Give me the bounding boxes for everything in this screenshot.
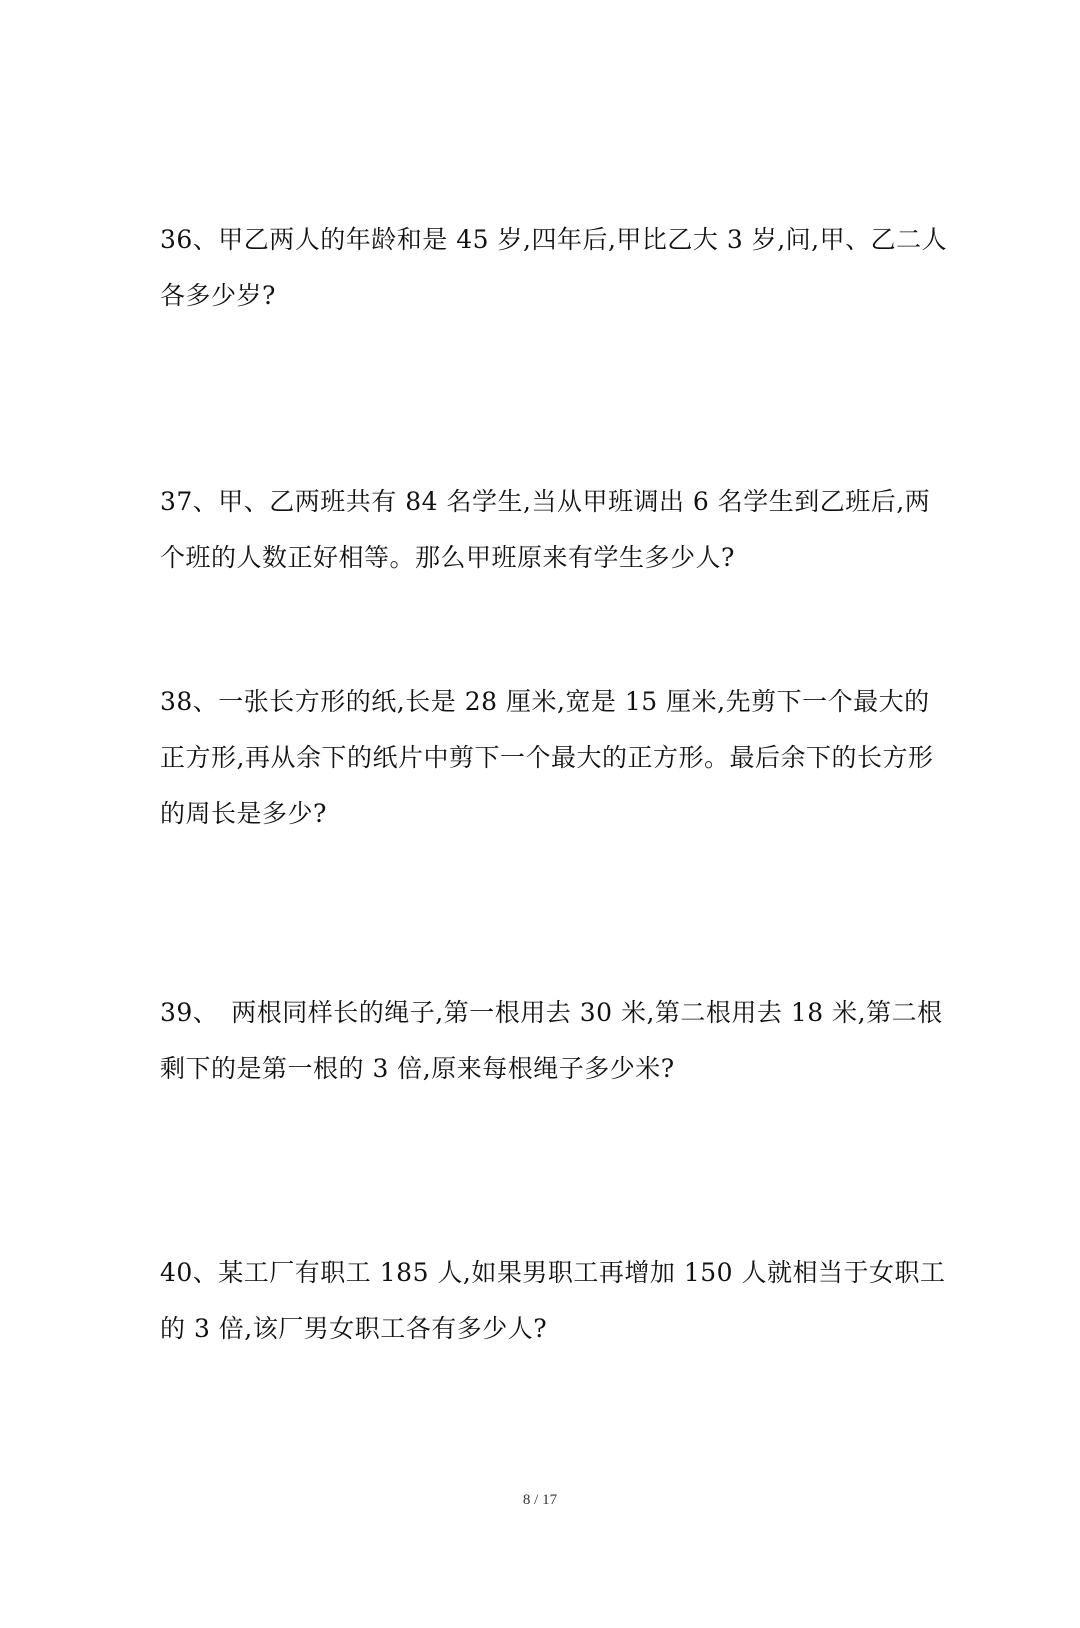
- problem-40: 40、某工厂有职工 185 人,如果男职工再增加 150 人就相当于女职工的 3 倍,该厂男女职工各有多少人?: [160, 1258, 946, 1343]
- problem-38: 38、一张长方形的纸,长是 28 厘米,宽是 15 厘米,先剪下一个最大的正方形,再从余下的纸片中剪下一个最大的正方形。最后余下的长方形的周长是多少?: [160, 687, 934, 828]
- problem-36: 36、甲乙两人的年龄和是 45 岁,四年后,甲比乙大 3 岁,问,甲、乙二人各多少岁?: [160, 225, 948, 310]
- problem-37: 37、甲、乙两班共有 84 名学生,当从甲班调出 6 名学生到乙班后,两个班的人数正好相等。那么甲班原来有学生多少人?: [160, 487, 931, 572]
- problem-39: 39、 两根同样长的绳子,第一根用去 30 米,第二根用去 18 米,第二根剩下的是第一根的 3 倍,原来每根绳子多少米?: [160, 998, 943, 1083]
- page-number: 8 / 17: [522, 1492, 558, 1508]
